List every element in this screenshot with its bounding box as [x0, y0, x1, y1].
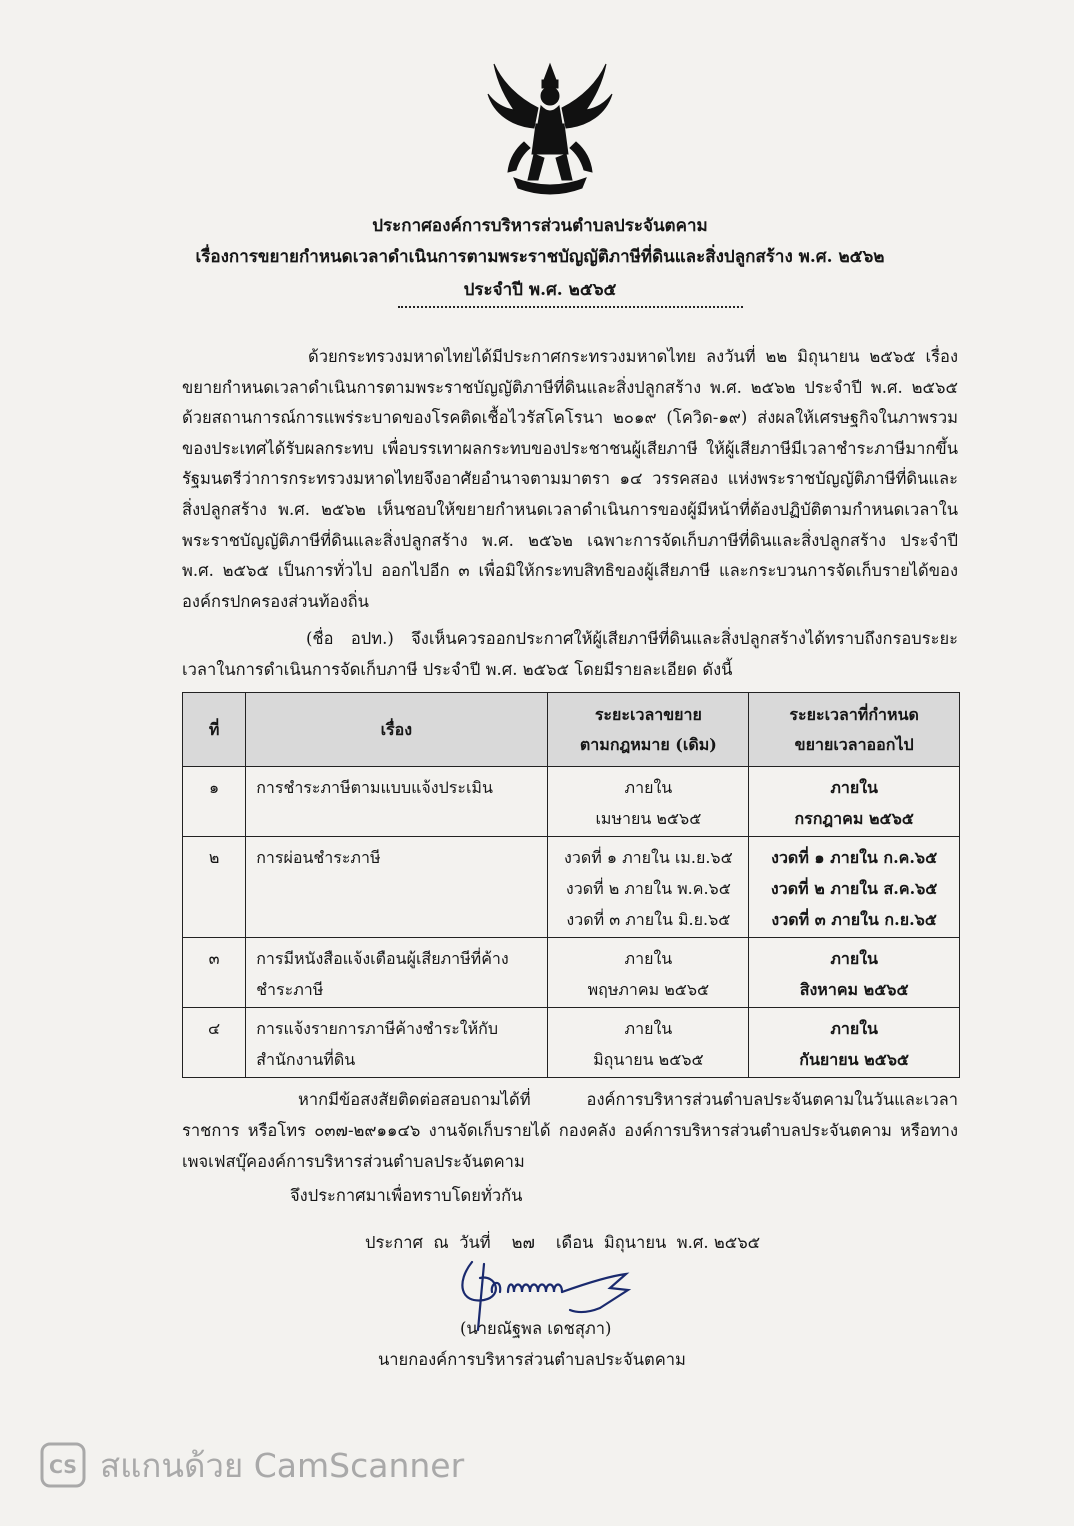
table-row	[183, 837, 960, 938]
scanner-watermark	[40, 1442, 464, 1488]
row-no: ๔	[183, 1008, 246, 1078]
header-extended-period	[749, 693, 960, 767]
table-header-row	[183, 693, 960, 767]
row-extended-period	[749, 1008, 960, 1078]
header-no: ที่	[183, 693, 246, 767]
announcement-subject: เรื่องการขยายกำหนดเวลาดำเนินการตามพระราชบัญญัติภาษีที่ดินและสิ่งปลูกสร้าง พ.ศ. ๒๕๖๒	[195, 247, 885, 267]
closing-statement: จึงประกาศมาเพื่อทราบโดยทั่วกัน	[290, 1186, 523, 1205]
row-subject-line1: การผ่อนชำระภาษี	[256, 848, 381, 867]
garuda-emblem-icon	[484, 58, 616, 206]
row-new-line1: ภายใน	[830, 1019, 878, 1038]
row-old-line2: เมษายน ๒๕๖๕	[595, 809, 702, 828]
announcement-date: ประกาศ ณ วันที่ ๒๗ เดือน มิถุนายน พ.ศ. ๒๕๖๕	[365, 1233, 761, 1252]
header-new-line2: ขยายเวลาออกไป	[794, 734, 914, 754]
header-original-period	[548, 693, 749, 767]
row-no: ๓	[183, 938, 246, 1008]
header-old-line2: ตามกฎหมาย (เดิม)	[579, 734, 717, 754]
row-subject-line1: การชำระภาษีตามแบบแจ้งประเมิน	[256, 778, 493, 797]
body-paragraph-2: (ชื่อ อปท.) จึงเห็นควรออกประกาศให้ผู้เสียภาษีที่ดินและสิ่งปลูกสร้างได้ทราบถึงกรอบระยะเวลาในการดำเนินการจัดเก็บภาษี ประจำปี พ.ศ. ๒๕๖๕ โดยมีรายละเอียด ดังนี้	[182, 629, 958, 679]
row-subject-line1: การมีหนังสือแจ้งเตือนผู้เสียภาษีที่ค้าง	[256, 949, 509, 968]
row-no: ๑	[183, 767, 246, 837]
row-old-line2: มิถุนายน ๒๕๖๕	[593, 1050, 704, 1069]
row-old-line1: งวดที่ ๑ ภายใน เม.ย.๖๕	[564, 848, 733, 867]
header-new-line1: ระยะเวลาที่กำหนด	[789, 704, 919, 724]
row-subject	[246, 938, 548, 1008]
row-subject	[246, 1008, 548, 1078]
row-new-line1: ภายใน	[830, 949, 878, 968]
announcement-year: ประจำปี พ.ศ. ๒๕๖๕	[463, 280, 617, 300]
row-extended-period	[749, 767, 960, 837]
tax-schedule-table	[182, 692, 960, 1078]
row-old-line1: ภายใน	[624, 949, 673, 968]
table-row	[183, 767, 960, 837]
body-paragraph-1: ด้วยกระทรวงมหาดไทยได้มีประกาศกระทรวงมหาดไทย ลงวันที่ ๒๒ มิถุนายน ๒๕๖๕ เรื่องขยายกำหนดเวลาดำเนินการตามพระราชบัญญัติภาษีที่ดินและสิ่งปลูกสร้าง พ.ศ. ๒๕๖๒ ประจำปี พ.ศ. ๒๕๖๕ ด้วยสถานการณ์การแพร่ระบาดของโรคติดเชื้อไวรัสโคโรนา ๒๐๑๙ (โควิด-๑๙) ส่งผลให้เศรษฐกิจในภาพรวมของประเทศได้รับผลกระทบ เพื่อบรรเทาผลกระทบของประชาชนผู้เสียภาษี ให้ผู้เสียภาษีมีเวลาชำระภาษีมากขึ้น รัฐมนตรีว่าการกระทรวงมหาดไทยจึงอาศัยอำนาจตามมาตรา ๑๔ วรรคสอง แห่งพระราชบัญญัติภาษีที่ดินและสิ่งปลูกสร้าง พ.ศ. ๒๕๖๒ เห็นชอบให้ขยายกำหนดเวลาดำเนินการของผู้มีหน้าที่ต้องปฏิบัติตามกำหนดเวลาในพระราชบัญญัติภาษีที่ดินและสิ่งปลูกสร้าง พ.ศ. ๒๕๖๒ เฉพาะการจัดเก็บภาษีที่ดินและสิ่งปลูกสร้าง ประจำปี พ.ศ. ๒๕๖๕ เป็นการทั่วไป ออกไปอีก ๓ เพื่อมิให้กระทบสิทธิของผู้เสียภาษี และกระบวนการจัดเก็บรายได้ขององค์กรปกครองส่วนท้องถิ่น	[182, 347, 958, 611]
row-original-period	[548, 1008, 749, 1078]
row-subject	[246, 837, 548, 938]
row-new-line3: งวดที่ ๓ ภายใน ก.ย.๖๕	[771, 910, 937, 929]
signer-name: (นายณัฐพล เดชสุภา)	[460, 1319, 612, 1338]
header-subject: เรื่อง	[246, 693, 548, 767]
row-old-line1: ภายใน	[624, 1019, 673, 1038]
row-new-line2: สิงหาคม ๒๕๖๕	[799, 980, 909, 999]
camscanner-logo-icon	[40, 1442, 86, 1488]
row-no: ๒	[183, 837, 246, 938]
announcement-title: ประกาศองค์การบริหารส่วนตำบลประจันตคาม	[372, 216, 708, 236]
row-old-line3: งวดที่ ๓ ภายใน มิ.ย.๖๕	[566, 910, 731, 929]
row-subject	[246, 767, 548, 837]
row-old-line2: งวดที่ ๒ ภายใน พ.ค.๖๕	[565, 879, 731, 898]
row-new-line2: กันยายน ๒๕๖๕	[799, 1050, 910, 1069]
row-original-period	[548, 767, 749, 837]
row-subject-line2: สำนักงานที่ดิน	[256, 1050, 356, 1069]
row-original-period	[548, 938, 749, 1008]
row-subject-line2: ชำระภาษี	[256, 980, 324, 999]
row-new-line1: ภายใน	[830, 778, 878, 797]
row-subject-line1: การแจ้งรายการภาษีค้างชำระให้กับ	[256, 1019, 498, 1038]
row-original-period	[548, 837, 749, 938]
header-old-line1: ระยะเวลาขยาย	[594, 704, 702, 724]
row-new-line2: กรกฎาคม ๒๕๖๕	[794, 809, 914, 828]
dotted-divider	[398, 306, 743, 308]
row-new-line1: งวดที่ ๑ ภายใน ก.ค.๖๕	[771, 848, 938, 867]
row-extended-period	[749, 837, 960, 938]
row-old-line1: ภายใน	[624, 778, 673, 797]
row-extended-period	[749, 938, 960, 1008]
body-paragraph-3: หากมีข้อสงสัยติดต่อสอบถามได้ที่ องค์การบริหารส่วนตำบลประจันตคามในวันและเวลาราชการ หรือโทร ๐๓๗-๒๙๑๑๔๖ งานจัดเก็บรายได้ กองคลัง องค์การบริหารส่วนตำบลประจันตคาม หรือทางเพจเฟสบุ๊คองค์การบริหารส่วนตำบลประจันตคาม	[182, 1090, 958, 1171]
camscanner-logo-text: CS	[49, 1456, 77, 1478]
table-row	[183, 1008, 960, 1078]
watermark-text: สแกนด้วย CamScanner	[100, 1445, 465, 1485]
signer-position: นายกองค์การบริหารส่วนตำบลประจันตคาม	[378, 1350, 686, 1369]
row-new-line2: งวดที่ ๒ ภายใน ส.ค.๖๕	[770, 879, 938, 898]
table-row	[183, 938, 960, 1008]
row-old-line2: พฤษภาคม ๒๕๖๕	[587, 980, 710, 999]
